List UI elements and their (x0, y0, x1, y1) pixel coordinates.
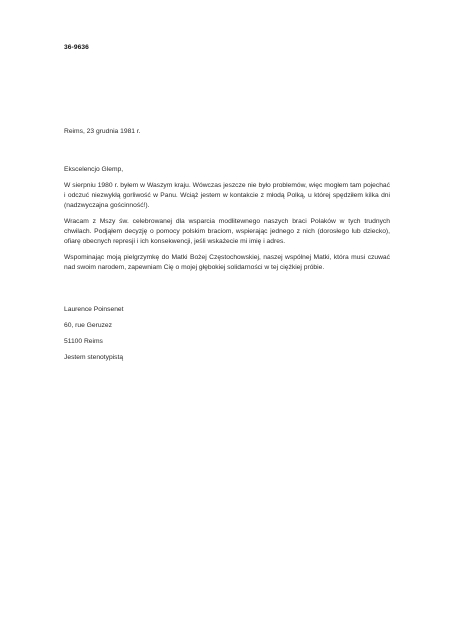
letter-date: Reims, 23 grudnia 1981 r. (64, 128, 141, 135)
signature-name: Laurence Poinsenet (64, 306, 124, 313)
signature-street: 60, rue Geruzez (64, 322, 112, 329)
letter-paragraph-2: Wracam z Mszy św. celebrowanej dla wsparcia modlitewnego naszych braci Polaków w tych trudnych chwilach. Podjąłem decyzję o pomocy polskim braciom, wspierając jednego z nich (dorosłego lub dziecko), ofiarę obecnych represji i ich konsekwencji, jeśli wskażecie mi imię i adres. (64, 218, 390, 245)
letter-salutation: Ekscelencjo Glemp, (64, 166, 124, 173)
document-id: 36-9636 (64, 44, 89, 51)
signature-city: 51100 Reims (64, 338, 103, 345)
letter-paragraph-1: W sierpniu 1980 r. byłem w Waszym kraju. Wówczas jeszcze nie było problemów, więc mogłem tam pojechać i odczuć niezwykłą gorliwość w Panu. Wciąż jestem w kontakcie z młodą Polką, u której spędziłem kilka dni (nadzwyczajna gościnność!). (64, 182, 390, 209)
signature-role: Jestem stenotypistą (64, 354, 124, 361)
letter-paragraph-3: Wspominając moją pielgrzymkę do Matki Bożej Częstochowskiej, naszej wspólnej Matki, która musi czuwać nad swoim narodem, zapewniam Cię o mojej głębokiej solidarności w tej ciężkiej próbie. (64, 254, 390, 271)
